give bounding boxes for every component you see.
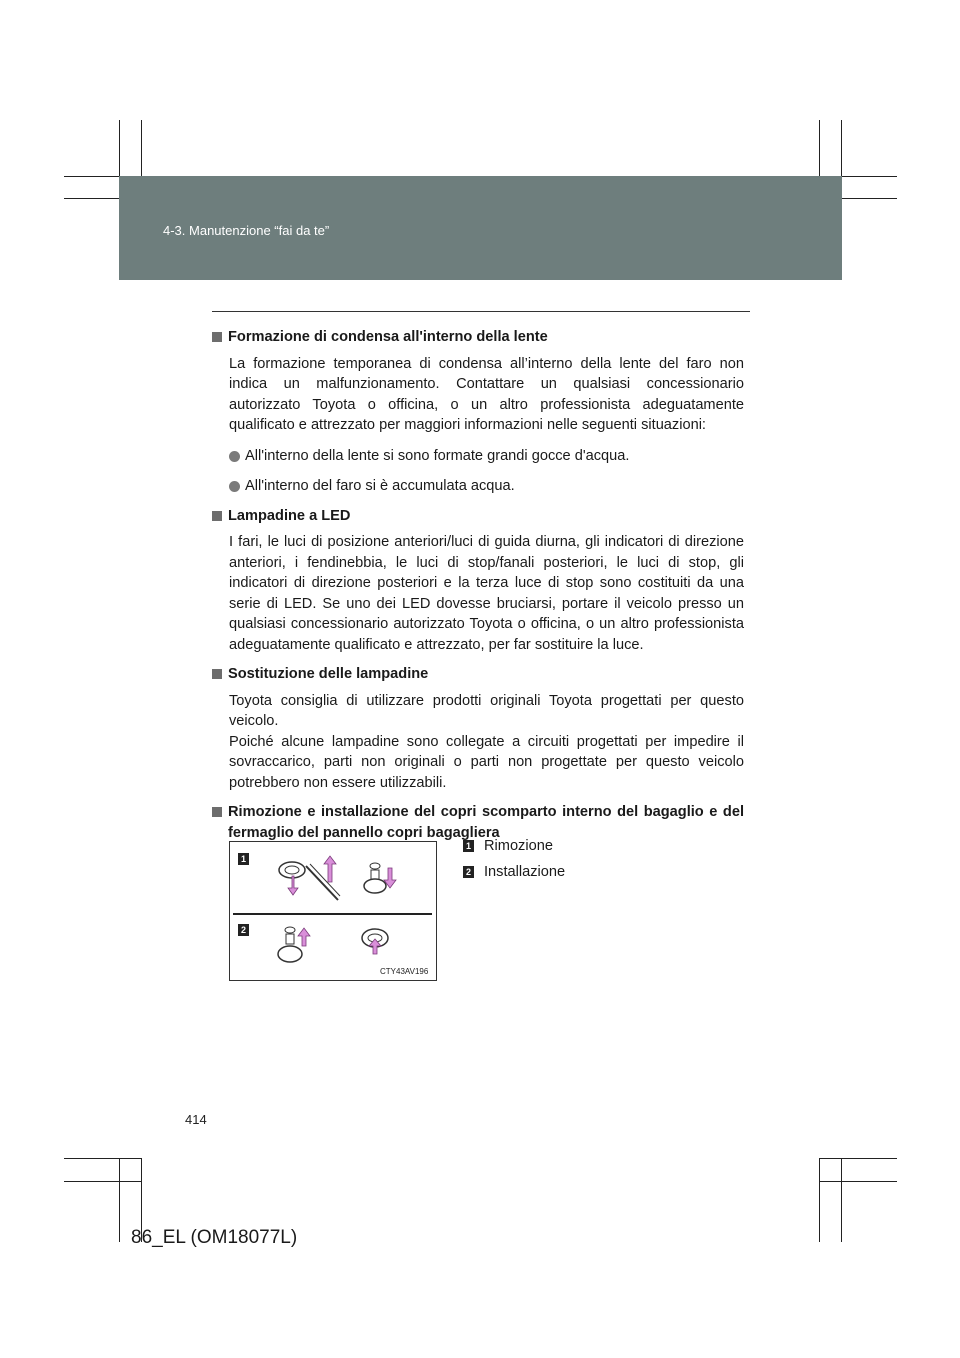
paragraph: La formazione temporanea di condensa all’interno della lente del faro non indica un malfunzionamento. Contattare un qualsiasi concessionario autorizzato Toyota o officina, o un altro professionista adeguatamente qualificato e attrezzato per maggiori informazioni nelle seguenti situazioni:	[229, 355, 744, 433]
legend-label: Rimozione	[484, 838, 553, 854]
legend-item	[463, 864, 565, 880]
document-code: 86_EL (OM18077L)	[131, 1227, 298, 1248]
main-content	[212, 327, 744, 843]
section-heading: Lampadine a LED	[212, 506, 744, 527]
section-label: 4-3. Manutenzione “fai da te”	[163, 223, 330, 238]
crop-mark	[119, 1158, 120, 1242]
square-bullet-icon	[212, 332, 222, 342]
list-item: All'interno della lente si sono formate grandi gocce d'acqua.	[229, 446, 744, 467]
clip-installation-drawing	[278, 927, 388, 962]
section-heading: Sostituzione delle lampadine	[212, 664, 744, 685]
section-heading: Formazione di condensa all'interno della lente	[212, 327, 744, 348]
paragraph: Toyota consiglia di utilizzare prodotti originali Toyota progettati per questo veicolo.	[229, 692, 744, 729]
crop-mark	[64, 1181, 142, 1182]
square-bullet-icon	[212, 511, 222, 521]
arrow-up-icon	[324, 856, 336, 882]
legend-label: Installazione	[484, 864, 566, 880]
paragraph: Poiché alcune lampadine sono collegate a circuiti progettati per impedire il sovraccarico, parti non originali o parti non progettate per questo veicolo potrebbero non essere utilizzabili.	[229, 733, 744, 791]
step-badge: 2	[238, 924, 249, 936]
square-bullet-icon	[212, 669, 222, 679]
header-rule	[212, 311, 750, 312]
step-badge: 2	[463, 866, 474, 878]
clip-diagram	[230, 842, 436, 980]
legend-item	[463, 838, 553, 854]
arrow-down-icon	[288, 876, 298, 895]
crop-mark	[64, 1158, 142, 1159]
square-bullet-icon	[212, 807, 222, 817]
page-number: 414	[185, 1112, 207, 1127]
arrow-up-icon	[298, 928, 310, 946]
crop-mark	[819, 1181, 897, 1182]
crop-mark	[841, 1158, 842, 1242]
step-badge: 1	[463, 840, 474, 852]
clip-removal-drawing	[279, 856, 396, 900]
crop-mark	[819, 1158, 820, 1242]
circle-bullet-icon	[229, 481, 240, 492]
circle-bullet-icon	[229, 451, 240, 462]
clip-illustration	[229, 841, 437, 981]
section-heading: Rimozione e installazione del copri scomparto interno del bagaglio e del fermaglio del pannello copri bagagliera	[212, 802, 744, 843]
step-badge: 1	[238, 853, 249, 865]
figure-code: CTY43AV196	[380, 967, 429, 976]
list-item: All'interno del faro si è accumulata acqua.	[229, 476, 744, 497]
crop-mark	[819, 1158, 897, 1159]
paragraph: I fari, le luci di posizione anteriori/luci di guida diurna, gli indicatori di direzione anteriori, i fendinebbia, le luci di stop/fanali posteriori, le luci di stop, gli indicatori di direzione posteriori e la terza luce di stop sono costituiti da una serie di LED. Se uno dei LED dovesse bruciarsi, portare il veicolo presso un qualsiasi concessionario autorizzato Toyota o officina, o un altro professionista adeguatamente qualificato e attrezzato, per far sostituire la luce.	[229, 534, 744, 653]
